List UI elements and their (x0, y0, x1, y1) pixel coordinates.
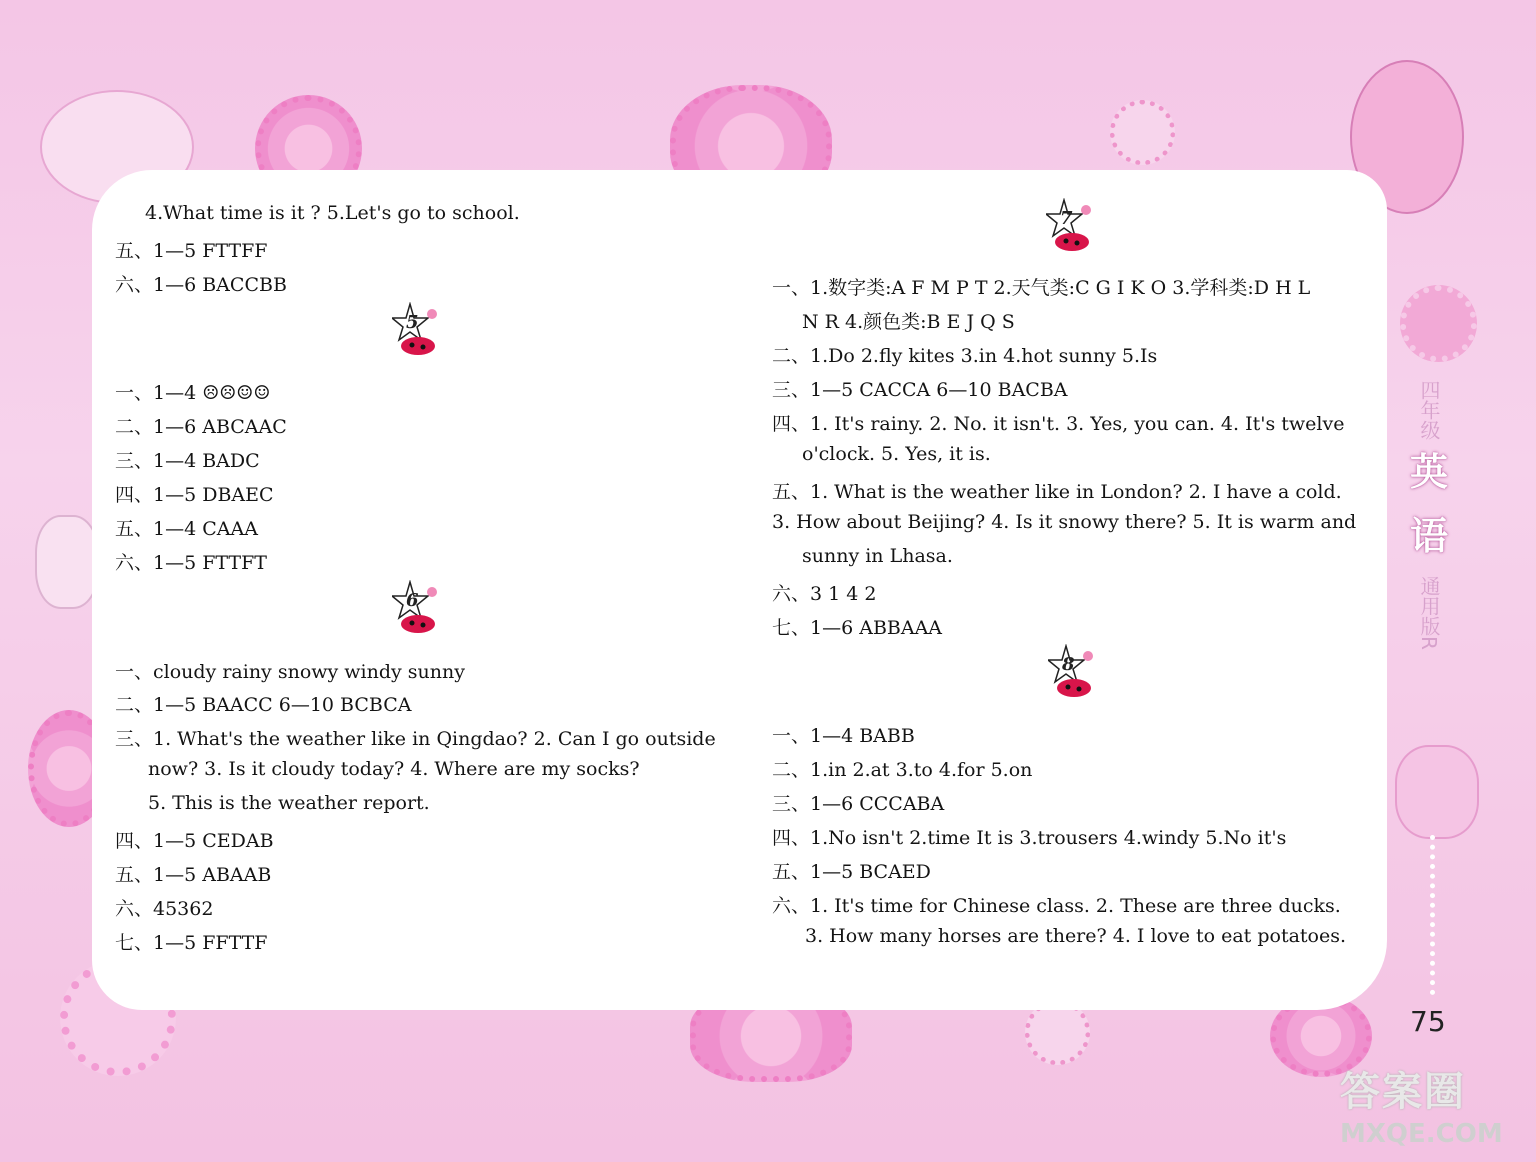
unit-badge (392, 302, 440, 360)
answer-line: 五、1—4 CAAA (115, 518, 258, 540)
owl-decoration (35, 515, 99, 609)
answer-line: 二、1—6 ABCAAC (115, 416, 287, 438)
watermark-url: MXQE.COM (1340, 1119, 1503, 1149)
answer-line: now? 3. Is it cloudy today? 4. Where are my socks? (148, 758, 640, 780)
unit-badge (1046, 198, 1094, 256)
watermark (1340, 1060, 1503, 1149)
answer-line: o'clock. 5. Yes, it is. (802, 443, 991, 465)
unit-badge (1048, 644, 1096, 702)
answer-line: 六、1. It's time for Chinese class. 2. These are three ducks. (772, 895, 1341, 917)
answer-line: 四、1—5 CEDAB (115, 830, 274, 852)
answer-line: 3. How many horses are there? 4. I love to eat potatoes. (805, 925, 1347, 947)
answer-line: 一、cloudy rainy snowy windy sunny (115, 661, 465, 683)
dotted-line (1430, 835, 1441, 995)
answer-line: 5. This is the weather report. (148, 792, 430, 814)
grade-label: 四年级 (1417, 380, 1441, 440)
answer-line: 七、1—6 ABBAAA (772, 617, 943, 639)
owl-decoration (1395, 745, 1479, 839)
answer-line: 四、1.No isn't 2.time It is 3.trousers 4.windy 5.No it's (772, 827, 1287, 849)
answer-line: 4.What time is it ? 5.Let's go to school. (145, 202, 520, 224)
answer-line: 二、1.Do 2.fly kites 3.in 4.hot sunny 5.Is (772, 345, 1158, 367)
unit-number: 7 (1060, 208, 1073, 229)
answer-line: 三、1—5 CACCA 6—10 BACBA (772, 379, 1068, 401)
answer-line: 三、1—6 CCCABA (772, 793, 945, 815)
watermark-text: 答案圈 (1340, 1069, 1466, 1115)
answer-line: 四、1. It's rainy. 2. No. it isn't. 3. Yes, you can. 4. It's twelve (772, 413, 1345, 435)
answer-line: 六、45362 (115, 898, 214, 920)
side-label (1404, 380, 1454, 650)
sun-decoration (1400, 285, 1477, 362)
unit-number: 6 (406, 590, 419, 611)
answer-line: 四、1—5 DBAEC (115, 484, 274, 506)
answer-line: 一、1—4 BABB (772, 725, 915, 747)
subject-char: 语 (1409, 514, 1448, 558)
answer-line: 二、1—5 BAACC 6—10 BCBCA (115, 694, 412, 716)
answer-line: 五、1—5 BCAED (772, 861, 931, 883)
answer-line: 五、1—5 ABAAB (115, 864, 272, 886)
unit-badge (392, 580, 440, 638)
sun-decoration (1110, 100, 1175, 165)
answer-line: 五、1—5 FTTFF (115, 240, 268, 262)
page-number: 75 (1410, 1005, 1446, 1038)
answer-line: 七、1—5 FFTTF (115, 932, 268, 954)
answer-line: 一、1—4 ☹☹☺☺ (115, 382, 271, 404)
answer-line: 六、3 1 4 2 (772, 583, 877, 605)
answer-line: 六、1—6 BACCBB (115, 274, 287, 296)
answer-line: 五、1. What is the weather like in London? 2. I have a cold. (772, 481, 1342, 503)
answer-line: 3. How about Beijing? 4. Is it snowy there? 5. It is warm and (772, 511, 1357, 533)
answer-line: 三、1—4 BADC (115, 450, 260, 472)
unit-number: 5 (406, 312, 419, 333)
answer-line: sunny in Lhasa. (802, 545, 953, 567)
answer-line: 六、1—5 FTTFT (115, 552, 267, 574)
answer-line: 一、1.数字类:A F M P T 2.天气类:C G I K O 3.学科类:D H L (772, 277, 1311, 299)
answer-line: 二、1.in 2.at 3.to 4.for 5.on (772, 759, 1033, 781)
edition-label: 通用版R (1417, 576, 1441, 650)
unit-number: 8 (1062, 654, 1075, 675)
answer-line: 三、1. What's the weather like in Qingdao? 2. Can I go outside (115, 728, 716, 750)
subject-char: 英 (1409, 450, 1448, 494)
answer-line: N R 4.颜色类:B E J Q S (802, 311, 1015, 333)
